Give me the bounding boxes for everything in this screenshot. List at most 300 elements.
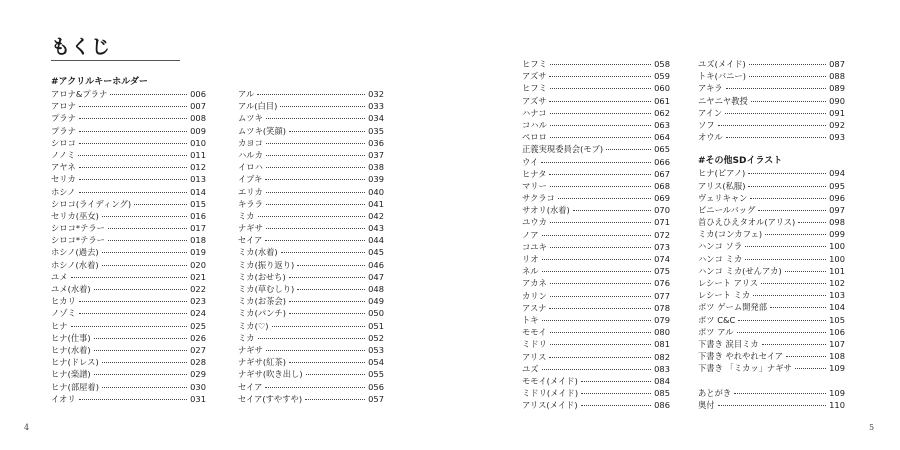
dot-leader — [734, 393, 826, 394]
entry-title: モモイ — [522, 327, 547, 338]
dot-leader — [558, 198, 651, 199]
toc-entry — [238, 356, 384, 368]
entry-page-number: 063 — [654, 119, 670, 130]
entry-page-number: 106 — [829, 326, 845, 337]
toc-entry — [698, 362, 845, 374]
toc-entry — [51, 125, 206, 137]
entry-title: マリー — [522, 180, 547, 191]
entry-page-number: 081 — [654, 339, 670, 350]
dot-leader — [102, 265, 188, 266]
dot-leader — [718, 125, 827, 126]
entry-page-number: 021 — [190, 271, 206, 282]
dot-leader — [745, 246, 826, 247]
toc-entry — [238, 112, 384, 124]
entry-title: ヒナ(ドレス) — [51, 357, 99, 368]
toc-entry — [51, 307, 206, 319]
entry-page-number: 072 — [654, 229, 670, 240]
toc-entry — [238, 307, 384, 319]
dot-leader — [102, 387, 187, 388]
dot-leader — [581, 405, 652, 406]
entry-title: ミカ — [238, 210, 255, 221]
dot-leader — [765, 234, 826, 235]
dot-leader — [798, 222, 826, 223]
toc-entry — [238, 173, 384, 185]
toc-entry — [698, 95, 845, 107]
dot-leader — [541, 162, 651, 163]
toc-entry — [238, 198, 384, 210]
dot-leader — [550, 283, 651, 284]
entry-title: ミカ(振り返り) — [238, 259, 295, 270]
toc-entry — [51, 259, 206, 271]
entry-page-number: 090 — [829, 95, 845, 106]
entry-page-number: 076 — [654, 278, 670, 289]
entry-page-number: 056 — [368, 381, 384, 392]
toc-entry — [238, 368, 384, 380]
entry-page-number: 067 — [654, 168, 670, 179]
entry-title: セイア(すやすや) — [238, 393, 303, 404]
entry-title: アロナ&プラナ — [51, 89, 108, 99]
dot-leader — [265, 179, 365, 180]
entry-title: ムツキ(笑顔) — [238, 125, 286, 136]
dot-leader — [289, 277, 365, 278]
entry-title: オウル — [698, 132, 723, 143]
entry-title: ナギサ(吹き出し) — [238, 369, 303, 380]
entry-page-number: 038 — [368, 162, 384, 173]
toc-entry — [698, 301, 845, 313]
toc-entry — [238, 125, 384, 137]
toc-entry — [238, 259, 384, 271]
toc-list — [51, 88, 206, 405]
dot-leader — [94, 374, 187, 375]
section-heading-acrylic: #アクリルキーホルダー — [51, 77, 148, 87]
dot-leader — [305, 399, 365, 400]
entry-page-number: 009 — [190, 125, 206, 136]
toc-entry — [522, 338, 670, 350]
entry-page-number: 043 — [368, 223, 384, 234]
toc-entry — [522, 253, 670, 265]
dot-leader — [549, 101, 651, 102]
toc-list — [522, 58, 670, 411]
entry-page-number: 054 — [368, 357, 384, 368]
toc-entry — [238, 222, 384, 234]
entry-title: キララ — [238, 198, 263, 209]
toc-entry — [238, 246, 384, 258]
dot-leader — [266, 192, 365, 193]
entry-page-number: 107 — [829, 338, 845, 349]
toc-entry — [522, 70, 670, 82]
dot-leader — [79, 301, 187, 302]
dot-leader — [79, 131, 187, 132]
entry-page-number: 102 — [829, 278, 845, 288]
page-number-right: 5 — [869, 423, 875, 432]
page-number-left: 4 — [24, 423, 30, 432]
toc-list — [698, 167, 845, 374]
toc-entry — [522, 143, 670, 155]
dot-leader — [550, 137, 651, 138]
entry-title: ミカ — [238, 332, 255, 343]
entry-page-number: 108 — [829, 351, 845, 362]
entry-title: ポツ アル — [698, 326, 734, 337]
dot-leader — [102, 362, 187, 363]
entry-title: ニヤニヤ教授 — [698, 95, 748, 106]
toc-entry — [51, 161, 206, 173]
entry-page-number: 103 — [829, 290, 845, 301]
toc-entry — [698, 119, 845, 131]
entry-title: サオリ(水着) — [522, 205, 570, 216]
toc-entry — [698, 240, 845, 252]
entry-page-number: 010 — [190, 137, 206, 148]
entry-title: ミカ(パンチ) — [238, 308, 286, 319]
entry-page-number: 050 — [368, 308, 384, 319]
entry-title: アリス(メイド) — [522, 400, 578, 411]
dot-leader — [108, 228, 187, 229]
toc-entry — [522, 241, 670, 253]
entry-page-number: 070 — [654, 205, 670, 216]
toc-entry — [522, 216, 670, 228]
dot-leader — [289, 131, 365, 132]
dot-leader — [549, 308, 651, 309]
toc-entry — [51, 295, 206, 307]
entry-page-number: 086 — [654, 400, 670, 411]
toc-entry — [522, 399, 670, 411]
dot-leader — [79, 179, 187, 180]
toc-entry — [698, 82, 845, 94]
entry-title: ノゾミ — [51, 308, 76, 319]
entry-page-number: 037 — [368, 149, 384, 160]
dot-leader — [134, 204, 187, 205]
entry-title: ネル — [522, 266, 539, 277]
dot-leader — [762, 344, 826, 345]
entry-page-number: 096 — [829, 192, 845, 203]
entry-page-number: 073 — [654, 241, 670, 252]
dot-leader — [306, 374, 366, 375]
entry-title: ヒナ — [51, 320, 68, 331]
entry-title: ナギサ — [238, 344, 263, 355]
entry-title: ユズ — [522, 363, 539, 374]
toc-entry — [51, 210, 206, 222]
dot-leader — [753, 295, 826, 296]
entry-title: ホシノ(水着) — [51, 259, 99, 270]
toc-entry — [522, 156, 670, 168]
toc-entry — [51, 356, 206, 368]
entry-title: エリカ — [238, 186, 263, 197]
entry-page-number: 032 — [368, 89, 384, 99]
toc-entry — [51, 173, 206, 185]
entry-title: アイン — [698, 107, 723, 118]
entry-page-number: 101 — [829, 265, 845, 276]
entry-page-number: 068 — [654, 180, 670, 191]
toc-entry — [522, 58, 670, 70]
toc-entry — [238, 320, 384, 332]
entry-page-number: 061 — [654, 95, 670, 106]
dot-leader — [749, 64, 826, 65]
entry-title: ヒカリ — [51, 296, 76, 307]
toc-column-left-2 — [238, 88, 384, 405]
entry-title: ポツ C&C — [698, 314, 736, 325]
entry-title: あとがき — [698, 387, 732, 398]
entry-title: ヒフミ — [522, 59, 547, 69]
dot-leader — [726, 137, 827, 138]
toc-entry — [698, 216, 845, 228]
entry-page-number: 029 — [190, 369, 206, 380]
dot-leader — [761, 283, 826, 284]
dot-leader — [266, 204, 365, 205]
dot-leader — [297, 265, 365, 266]
title-underline — [51, 60, 180, 61]
toc-entry — [238, 271, 384, 283]
entry-title: 下書き やれやれセイア — [698, 351, 784, 362]
toc-entry — [51, 393, 206, 405]
toc-entry — [522, 204, 670, 216]
toc-entry — [51, 246, 206, 258]
entry-title: プラナ — [51, 125, 76, 136]
dot-leader — [297, 289, 365, 290]
dot-leader — [550, 88, 651, 89]
entry-title: アヤネ — [51, 162, 76, 173]
toc-entry — [51, 100, 206, 112]
dot-leader — [79, 399, 188, 400]
entry-page-number: 091 — [829, 107, 845, 118]
dot-leader — [573, 210, 651, 211]
toc-entry — [698, 326, 845, 338]
toc-entry — [238, 149, 384, 161]
entry-title: シロコ*テラー — [51, 235, 105, 246]
entry-page-number: 017 — [190, 223, 206, 234]
toc-entry — [522, 265, 670, 277]
dot-leader — [550, 247, 651, 248]
entry-title: ホシノ — [51, 186, 76, 197]
toc-entry — [522, 107, 670, 119]
entry-page-number: 055 — [368, 369, 384, 380]
entry-title: トキ — [522, 314, 539, 325]
dot-leader — [550, 296, 651, 297]
dot-leader — [606, 149, 651, 150]
toc-entry — [698, 180, 845, 192]
entry-page-number: 034 — [368, 113, 384, 124]
entry-page-number: 023 — [190, 296, 206, 307]
dot-leader — [726, 88, 827, 89]
dot-leader — [289, 362, 365, 363]
entry-title: ミカ(水着) — [238, 247, 278, 258]
entry-page-number: 051 — [368, 320, 384, 331]
entry-page-number: 022 — [190, 284, 206, 294]
dot-leader — [550, 332, 652, 333]
toc-entry — [698, 277, 845, 289]
entry-page-number: 087 — [829, 59, 845, 69]
dot-leader — [770, 307, 826, 308]
dot-leader — [738, 320, 826, 321]
dot-leader — [550, 222, 651, 223]
entry-title: ヴェリキャン — [698, 192, 748, 203]
dot-leader — [94, 338, 187, 339]
toc-entry — [51, 149, 206, 161]
entry-page-number: 048 — [368, 284, 384, 294]
dot-leader — [266, 167, 365, 168]
entry-title: ヒナ(ピアノ) — [698, 168, 746, 179]
entry-page-number: 036 — [368, 137, 384, 148]
entry-title: ヒナ(部屋着) — [51, 381, 99, 392]
entry-title: ハナコ — [522, 107, 547, 118]
entry-page-number: 011 — [190, 149, 206, 160]
entry-title: アリス — [522, 351, 547, 362]
entry-page-number: 088 — [829, 71, 845, 82]
entry-page-number: 078 — [654, 302, 670, 313]
dot-leader — [79, 167, 187, 168]
entry-title: ミカ(お茶会) — [238, 296, 286, 307]
toc-entry — [698, 253, 845, 265]
entry-page-number: 062 — [654, 107, 670, 118]
toc-entry — [522, 131, 670, 143]
entry-title: セリカ — [51, 174, 76, 185]
dot-leader — [550, 344, 651, 345]
toc-entry — [238, 100, 384, 112]
entry-title: ウイ — [522, 156, 539, 167]
dot-leader — [758, 210, 826, 211]
toc-entry — [698, 131, 845, 143]
toc-entry — [698, 228, 845, 240]
entry-page-number: 024 — [190, 308, 206, 319]
entry-page-number: 028 — [190, 357, 206, 368]
entry-page-number: 085 — [654, 388, 670, 399]
toc-entry — [698, 350, 845, 362]
dot-leader — [581, 393, 651, 394]
dot-leader — [550, 125, 651, 126]
toc-entry — [51, 368, 206, 380]
entry-title: ムツキ — [238, 113, 263, 124]
entry-title: ヒナタ — [522, 168, 547, 179]
toc-entry — [522, 82, 670, 94]
entry-page-number: 035 — [368, 125, 384, 136]
entry-title: サクラコ — [522, 193, 555, 204]
dot-leader — [718, 405, 827, 406]
entry-title: ハルカ — [238, 149, 263, 160]
toc-list — [238, 88, 384, 405]
toc-entry — [522, 351, 670, 363]
entry-page-number: 047 — [368, 271, 384, 282]
dot-leader — [266, 350, 365, 351]
entry-title: ナギサ(紅茶) — [238, 357, 286, 368]
dot-leader — [549, 174, 651, 175]
toc-entry — [522, 229, 670, 241]
page-title: もくじ — [51, 36, 112, 58]
toc-entry — [522, 302, 670, 314]
toc-entry — [238, 210, 384, 222]
toc-entry — [51, 222, 206, 234]
entry-title: カヨコ — [238, 137, 263, 148]
toc-column-right-1 — [522, 58, 670, 411]
dot-leader — [266, 228, 365, 229]
toc-entry — [51, 198, 206, 210]
entry-title: シロコ(ライディング) — [51, 198, 132, 209]
toc-column-right-2 — [698, 58, 845, 411]
toc-entry — [238, 283, 384, 295]
toc-entry — [522, 192, 670, 204]
entry-page-number: 030 — [190, 381, 206, 392]
dot-leader — [581, 381, 651, 382]
entry-title: ミカ(おせち) — [238, 271, 286, 282]
entry-title: セイア — [238, 381, 263, 392]
toc-entry — [51, 271, 206, 283]
dot-leader — [542, 259, 652, 260]
entry-page-number: 039 — [368, 174, 384, 185]
toc-entry — [51, 137, 206, 149]
entry-page-number: 059 — [654, 71, 670, 82]
entry-title: セリカ(巫女) — [51, 210, 99, 221]
entry-page-number: 053 — [368, 344, 384, 355]
dot-leader — [94, 289, 187, 290]
dot-leader — [795, 368, 826, 369]
entry-page-number: 109 — [829, 363, 845, 374]
toc-entry — [522, 168, 670, 180]
entry-page-number: 094 — [829, 168, 845, 179]
entry-page-number: 026 — [190, 332, 206, 343]
dot-leader — [748, 186, 826, 187]
dot-leader — [79, 118, 187, 119]
dot-leader — [542, 369, 652, 370]
entry-page-number: 046 — [368, 259, 384, 270]
entry-title: ヒナ(仕事) — [51, 332, 91, 343]
toc-entry — [522, 326, 670, 338]
section-gap — [698, 375, 845, 387]
toc-entry — [51, 344, 206, 356]
dot-leader — [737, 332, 827, 333]
entry-page-number: 007 — [190, 101, 206, 112]
dot-leader — [280, 106, 365, 107]
entry-page-number: 006 — [190, 89, 206, 99]
entry-page-number: 040 — [368, 186, 384, 197]
dot-leader — [266, 143, 365, 144]
toc-entry — [238, 332, 384, 344]
toc-entry — [522, 387, 670, 399]
entry-title: ナギサ — [238, 223, 263, 234]
toc-entry — [51, 186, 206, 198]
toc-entry — [238, 137, 384, 149]
dot-leader — [79, 106, 187, 107]
dot-leader — [266, 118, 365, 119]
toc-entry — [51, 88, 206, 100]
dot-leader — [258, 216, 366, 217]
entry-title: アル(白目) — [238, 101, 278, 112]
entry-page-number: 042 — [368, 210, 384, 221]
entry-page-number: 095 — [829, 180, 845, 191]
entry-page-number: 079 — [654, 314, 670, 325]
entry-page-number: 018 — [190, 235, 206, 246]
entry-title: ユメ(水着) — [51, 284, 91, 294]
entry-page-number: 109 — [829, 387, 845, 398]
entry-title: シロコ*テラー — [51, 223, 105, 234]
entry-title: コハル — [522, 119, 547, 130]
dot-leader — [549, 357, 651, 358]
entry-page-number: 089 — [829, 83, 845, 94]
entry-title: セイア — [238, 235, 263, 246]
dot-leader — [550, 64, 651, 65]
entry-page-number: 033 — [368, 101, 384, 112]
entry-title: ハンコ ミカ(せんアカ) — [698, 265, 782, 276]
dot-leader — [265, 387, 365, 388]
entry-title: ユズ(メイド) — [698, 59, 746, 69]
toc-entry — [522, 277, 670, 289]
dot-leader — [79, 143, 187, 144]
entry-page-number: 098 — [829, 217, 845, 228]
dot-leader — [289, 301, 365, 302]
dot-leader — [542, 271, 652, 272]
toc-entry — [238, 381, 384, 393]
entry-page-number: 097 — [829, 204, 845, 215]
entry-page-number: 105 — [829, 314, 845, 325]
entry-title: シロコ — [51, 137, 76, 148]
entry-title: ハンコ ミカ — [698, 253, 743, 264]
toc-list — [698, 387, 845, 411]
